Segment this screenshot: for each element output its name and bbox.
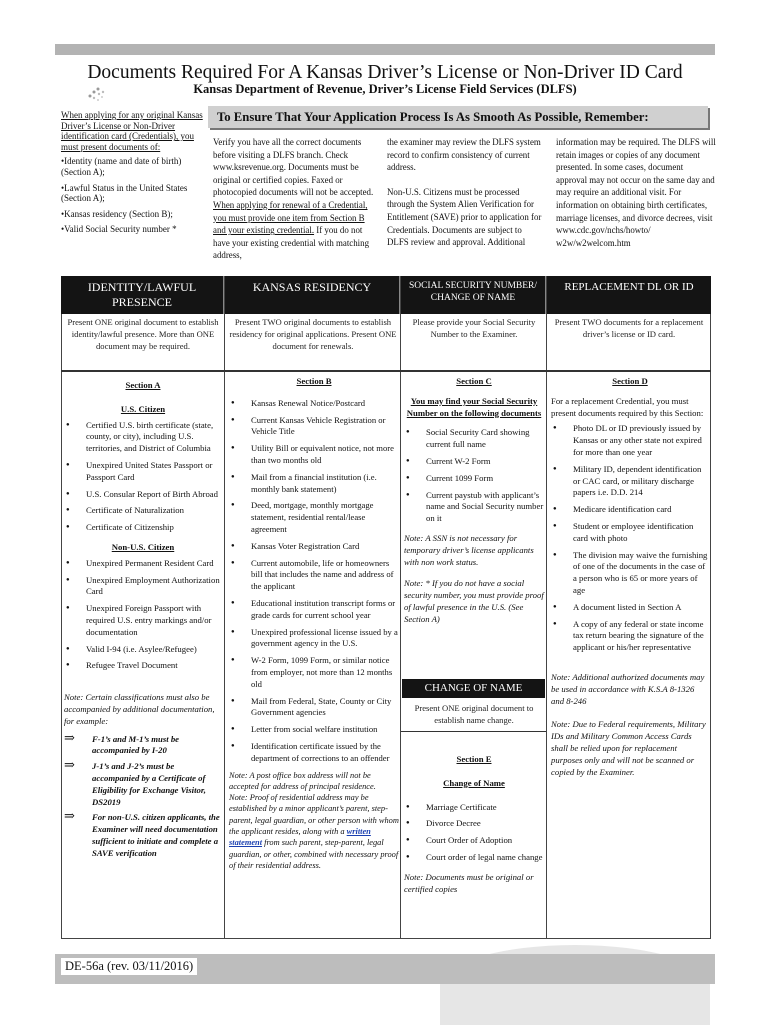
list-item: ● Kansas Renewal Notice/Postcard xyxy=(229,398,399,410)
list-item: ● Educational institution transcript forms or grade cards for current school year xyxy=(229,598,399,622)
change-of-name-sub: Present ONE original document to establish name change. xyxy=(414,703,534,725)
intro-block xyxy=(61,110,209,240)
list-item: ● Unexpired United States Passport or Passport Card xyxy=(64,460,222,484)
list-item: ● U.S. Consular Report of Birth Abroad xyxy=(64,489,222,501)
list-item: ● Certified U.S. birth certificate (state, county, or city), including U.S. territories, and District of Columbia xyxy=(64,420,222,455)
change-of-name-title: Change of Name xyxy=(443,777,505,788)
column-sub-identity: Present ONE original document to establish identity/lawful presence. More than ONE document may be required. xyxy=(67,317,219,351)
list-item: ● Current 1099 Form xyxy=(404,473,544,485)
list-item: ● Current automobile, life or homeowners bill that includes the name and address of the applicant xyxy=(229,558,399,593)
column-header-residency: KANSAS RESIDENCY xyxy=(225,276,400,314)
section-d-title: Section D xyxy=(612,376,648,386)
section-c-lead: You may find your Social Security Number on the following documents xyxy=(406,395,542,418)
list-item: ● Mail from Federal, State, County or City Government agencies xyxy=(229,696,399,720)
section-d xyxy=(551,376,709,778)
list-item: ● Unexpired Foreign Passport with required U.S. entry markings and/or documentation xyxy=(64,603,222,638)
list-item: ● Identification certificate issued by the department of corrections to an offender xyxy=(229,741,399,765)
us-citizen-title: U.S. Citizen xyxy=(120,403,166,414)
intro-item: •Valid Social Security number * xyxy=(61,224,177,235)
written-statement-link[interactable]: written statement xyxy=(229,827,371,848)
list-item: ● Court Order of Adoption xyxy=(404,835,544,847)
column-header-replacement: REPLACEMENT DL OR ID xyxy=(547,276,711,314)
divider xyxy=(61,370,711,372)
section-d-note-2: Note: Due to Federal requirements, Military IDs and Military Common Access Cards shall be relied upon for replacement purposes only and will not be scanned or copied by the Examiner. xyxy=(551,719,706,777)
section-d-note-1: Note: Additional authorized documents may be used in accordance with K.S.A 8-1326 and 8-246 xyxy=(551,671,705,706)
arrow-note: ⇒ For non-U.S. citizen applicants, the Examiner will need documentation sufficient to initiate and complete a SAVE verification xyxy=(64,808,220,858)
list-item: ● Kansas Voter Registration Card xyxy=(229,541,399,553)
form-number: DE-56a (rev. 03/11/2016) xyxy=(61,958,197,975)
list-item: ● Medicare identification card xyxy=(551,504,709,516)
section-c-title: Section C xyxy=(456,376,492,386)
section-b-title: Section B xyxy=(296,376,332,386)
section-b-note-2: Note: Proof of residential address may be established by a minor applicant’s parent, step-parent, legal guardian, or other person with whom the applicant resides, along with a written statement from such parent, step-parent, legal guardian, or other, combined with necessary proof of their residential address. xyxy=(229,793,399,870)
list-item: ● Certificate of Naturalization xyxy=(64,505,222,517)
list-item: ● Unexpired professional license issued by a government agency in the U.S. xyxy=(229,627,399,651)
intro-lead: When applying for any original Kansas Driver’s License or Non-Driver identification card (Credentials), you must present documents of: xyxy=(61,110,203,152)
list-item: ● Refugee Travel Document xyxy=(64,660,222,672)
intro-item: •Lawful Status in the United States (Section A); xyxy=(61,182,188,204)
page-subtitle: Kansas Department of Revenue, Driver’s License Field Services (DLFS) xyxy=(193,82,577,96)
reminder-col-1: Verify you have all the correct documents before visiting a DLFS branch. Check www.ksrevenue.org. Documents must be original or certified copies. Faxed or photocopied documents will not be accepted. When applying for renewal of a Credential, you must provide one item from Section B and your existing credential. If you do not have your existing credential with matching address, xyxy=(213,137,374,261)
list-item: ● Letter from social welfare institution xyxy=(229,724,399,736)
list-item: ● Unexpired Employment Authorization Card xyxy=(64,575,222,599)
list-item: ● Social Security Card showing current full name xyxy=(404,427,544,451)
divider xyxy=(546,276,547,939)
list-item: ● Court order of legal name change xyxy=(404,852,544,864)
section-c-note-1: Note: A SSN is not necessary for temporary driver’s license applicants with non work status. xyxy=(404,532,534,567)
column-header-identity: IDENTITY/LAWFUL PRESENCE xyxy=(61,276,224,314)
divider xyxy=(400,276,401,939)
reminder-col-3: information may be required. The DLFS will retain images or copies of any document presented. In some cases, document approval may not occur on the same day and may require an additional visit. For information on obtaining birth certificates, marriage licenses, and divorce decrees, visit www.cdc.gov/nchs/howto/ w2w/w2welcom.htm xyxy=(556,137,716,248)
divider xyxy=(401,731,546,732)
intro-item: •Identity (name and date of birth) (Section A); xyxy=(61,156,182,177)
section-e-title: Section E xyxy=(456,754,492,764)
column-header-ssn: SOCIAL SECURITY NUMBER/ CHANGE OF NAME xyxy=(401,276,546,314)
top-rule xyxy=(55,44,715,55)
list-item: ● Utility Bill or equivalent notice, not more than two months old xyxy=(229,443,399,467)
section-b xyxy=(229,376,399,871)
section-b-note-1: Note: A post office box address will not be accepted for address of principal residence. xyxy=(229,770,376,791)
list-item: ● Unexpired Permanent Resident Card xyxy=(64,558,222,570)
list-item: ● Certificate of Citizenship xyxy=(64,522,222,534)
column-sub-ssn: Please provide your Social Security Number to the Examiner. xyxy=(412,317,536,339)
list-item: ● Deed, mortgage, monthly mortgage statement, residential rental/lease agreement xyxy=(229,500,399,535)
section-c-note-2: Note: * If you do not have a social security number, you must provide proof of lawful presence in the U.S. (See Section A) xyxy=(404,578,544,624)
non-us-citizen-title: Non-U.S. Citizen xyxy=(111,541,175,552)
arrow-note: ⇒ F-1’s and M-1’s must be accompanied by I-20 xyxy=(64,729,180,756)
section-a-note: Note: Certain classifications must also be accompanied by additional documentation, for example: xyxy=(64,692,215,726)
reminder-col-2: the examiner may review the DLFS system record to confirm consistency of current address. Non-U.S. Citizens must be processed through the System Alien Verification for Entitlement (SAVE) prior to application for Credentials. Documents are subject to DLFS review and approval. Additional xyxy=(387,137,542,248)
page-title: Documents Required For A Kansas Driver’s License or Non-Driver ID Card xyxy=(87,62,683,83)
list-item: ● A document listed in Section A xyxy=(551,602,709,614)
list-item: ● W-2 Form, 1099 Form, or similar notice from employer, not more than 12 months old xyxy=(229,655,399,690)
list-item: ● Military ID, dependent identification or CAC card, or military discharge papers i.e. D.D. 214 xyxy=(551,464,709,499)
section-e-note: Note: Documents must be original or certified copies xyxy=(404,871,534,894)
list-item: ● Valid I-94 (i.e. Asylee/Refugee) xyxy=(64,644,222,656)
section-c xyxy=(404,376,544,626)
list-item: ● Photo DL or ID previously issued by Kansas or any other state not expired for more than one year xyxy=(551,423,709,458)
section-a xyxy=(64,380,222,864)
list-item: ● Current Kansas Vehicle Registration or Vehicle Title xyxy=(229,415,399,439)
change-of-name-header: CHANGE OF NAME xyxy=(402,679,545,698)
list-item: ● Current paystub with applicant’s name and Social Security number on it xyxy=(404,490,544,525)
list-item: ● Marriage Certificate xyxy=(404,802,544,814)
column-sub-replacement: Present TWO documents for a replacement driver’s license or ID card. xyxy=(554,317,704,339)
intro-item: •Kansas residency (Section B); xyxy=(61,208,173,219)
list-item: ● A copy of any federal or state income tax return bearing the signature of the applicant or his/her representative xyxy=(551,619,709,654)
arrow-note: ⇒ J-1’s and J-2’s must be accompanied by a Certificate of Eligibility for Exchange Visitor, DS2019 xyxy=(64,757,206,807)
list-item: ● Student or employee identification card with photo xyxy=(551,521,709,545)
list-item: ● Divorce Decree xyxy=(404,818,544,830)
list-item: ● The division may waive the furnishing of one of the documents in the case of a person who is 65 or more years of age xyxy=(551,550,709,597)
reminder-banner: To Ensure That Your Application Process Is As Smooth As Possible, Remember: xyxy=(208,106,708,128)
divider xyxy=(224,276,225,939)
section-d-lead: For a replacement Credential, you must present documents required by this Section: xyxy=(551,395,704,418)
section-e xyxy=(404,754,544,895)
list-item: ● Mail from a financial institution (i.e. monthly bank statement) xyxy=(229,472,399,496)
list-item: ● Current W-2 Form xyxy=(404,456,544,468)
section-a-title: Section A xyxy=(125,380,161,390)
column-sub-residency: Present TWO original documents to establish residency for original applications. Present ONE document for renewals. xyxy=(229,317,397,351)
